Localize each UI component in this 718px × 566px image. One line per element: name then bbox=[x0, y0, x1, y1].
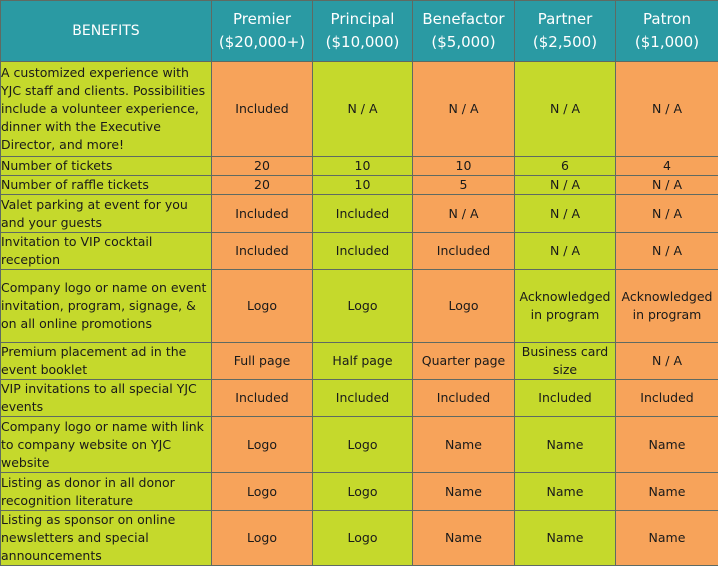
benefit-value: Included bbox=[212, 62, 313, 157]
benefit-value: Logo bbox=[313, 511, 413, 566]
benefit-value: Included bbox=[515, 380, 616, 417]
benefit-value: Name bbox=[515, 473, 616, 511]
benefit-value: N / A bbox=[413, 62, 515, 157]
benefit-value: N / A bbox=[413, 195, 515, 233]
table-row bbox=[1, 62, 718, 157]
benefit-value: 10 bbox=[313, 176, 413, 195]
table-row bbox=[1, 195, 718, 233]
header-row bbox=[1, 1, 718, 62]
tier-header-partner bbox=[515, 1, 616, 62]
benefit-label: Number of raffle tickets bbox=[1, 176, 212, 195]
benefit-value: Included bbox=[313, 233, 413, 270]
tier-name: Premier bbox=[212, 8, 312, 31]
benefit-value: 6 bbox=[515, 157, 616, 176]
benefit-value: Logo bbox=[313, 417, 413, 473]
benefit-value: N / A bbox=[313, 62, 413, 157]
tier-name: Benefactor bbox=[413, 8, 514, 31]
benefit-label: A customized experience with YJC staff and clients. Possibilities include a volunteer experience, dinner with the Executive Director, and more! bbox=[1, 62, 212, 157]
benefit-value: N / A bbox=[616, 233, 718, 270]
benefit-value: Logo bbox=[413, 270, 515, 343]
benefit-value: 20 bbox=[212, 176, 313, 195]
tier-amount: ($10,000) bbox=[313, 31, 412, 54]
benefit-value: Business card size bbox=[515, 343, 616, 380]
benefit-value: 20 bbox=[212, 157, 313, 176]
benefit-value: Quarter page bbox=[413, 343, 515, 380]
benefit-label: Premium placement ad in the event booklet bbox=[1, 343, 212, 380]
benefit-value: Logo bbox=[212, 473, 313, 511]
benefit-value: Included bbox=[313, 380, 413, 417]
table-row bbox=[1, 343, 718, 380]
benefit-value: 4 bbox=[616, 157, 718, 176]
benefit-value: N / A bbox=[616, 195, 718, 233]
table-row bbox=[1, 417, 718, 473]
benefit-value: Included bbox=[616, 380, 718, 417]
tier-name: Patron bbox=[616, 8, 718, 31]
benefit-value: Name bbox=[616, 511, 718, 566]
table-row bbox=[1, 473, 718, 511]
benefit-label: Invitation to VIP cocktail reception bbox=[1, 233, 212, 270]
benefit-value: 5 bbox=[413, 176, 515, 195]
benefit-value: 10 bbox=[413, 157, 515, 176]
benefits-column-header: BENEFITS bbox=[1, 1, 212, 62]
benefit-value: Logo bbox=[212, 417, 313, 473]
benefit-value: Included bbox=[413, 233, 515, 270]
tier-amount: ($1,000) bbox=[616, 31, 718, 54]
tier-amount: ($20,000+) bbox=[212, 31, 312, 54]
benefit-value: Included bbox=[212, 233, 313, 270]
benefit-value: N / A bbox=[616, 176, 718, 195]
benefit-value: Logo bbox=[313, 473, 413, 511]
benefit-value: N / A bbox=[515, 62, 616, 157]
benefit-value: N / A bbox=[515, 176, 616, 195]
benefit-value: Included bbox=[313, 195, 413, 233]
benefit-value: N / A bbox=[616, 62, 718, 157]
tier-amount: ($2,500) bbox=[515, 31, 615, 54]
tier-name: Principal bbox=[313, 8, 412, 31]
benefit-value: Acknowledged in program bbox=[515, 270, 616, 343]
benefit-value: Half page bbox=[313, 343, 413, 380]
tier-header-premier bbox=[212, 1, 313, 62]
tier-amount: ($5,000) bbox=[413, 31, 514, 54]
benefit-value: Full page bbox=[212, 343, 313, 380]
benefit-value: Logo bbox=[313, 270, 413, 343]
benefit-label: Company logo or name with link to company website on YJC website bbox=[1, 417, 212, 473]
benefit-value: Included bbox=[212, 380, 313, 417]
benefit-label: Company logo or name on event invitation, program, signage, & on all online promotions bbox=[1, 270, 212, 343]
benefit-value: Included bbox=[413, 380, 515, 417]
table-row bbox=[1, 233, 718, 270]
benefit-value: Included bbox=[212, 195, 313, 233]
table-row bbox=[1, 176, 718, 195]
benefit-label: Number of tickets bbox=[1, 157, 212, 176]
benefit-value: Name bbox=[515, 511, 616, 566]
benefit-label: Valet parking at event for you and your guests bbox=[1, 195, 212, 233]
benefit-value: Logo bbox=[212, 270, 313, 343]
benefit-label: Listing as sponsor on online newsletters and special announcements bbox=[1, 511, 212, 566]
table-row bbox=[1, 511, 718, 566]
tier-header-principal bbox=[313, 1, 413, 62]
benefit-value: N / A bbox=[616, 343, 718, 380]
tier-header-patron bbox=[616, 1, 718, 62]
benefit-value: Name bbox=[413, 417, 515, 473]
tier-header-benefactor bbox=[413, 1, 515, 62]
benefit-value: N / A bbox=[515, 233, 616, 270]
benefit-value: N / A bbox=[515, 195, 616, 233]
table-row bbox=[1, 270, 718, 343]
table-row bbox=[1, 380, 718, 417]
benefit-value: Logo bbox=[212, 511, 313, 566]
benefit-value: Name bbox=[616, 473, 718, 511]
benefit-value: Name bbox=[515, 417, 616, 473]
benefit-value: Name bbox=[616, 417, 718, 473]
benefit-label: VIP invitations to all special YJC events bbox=[1, 380, 212, 417]
benefit-value: Acknowledged in program bbox=[616, 270, 718, 343]
table-row bbox=[1, 157, 718, 176]
benefit-value: Name bbox=[413, 473, 515, 511]
benefit-value: 10 bbox=[313, 157, 413, 176]
benefit-value: Name bbox=[413, 511, 515, 566]
benefit-label: Listing as donor in all donor recognition literature bbox=[1, 473, 212, 511]
tier-name: Partner bbox=[515, 8, 615, 31]
